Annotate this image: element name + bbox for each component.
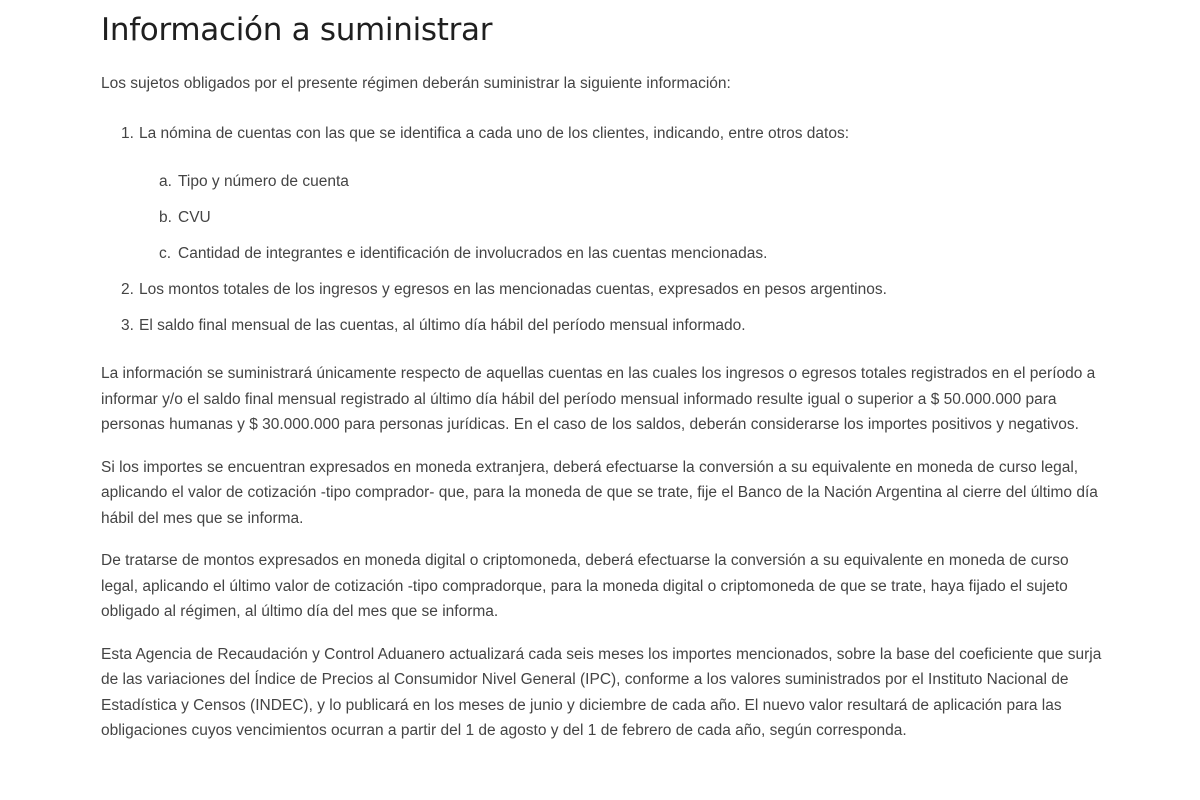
sub-item-letter: a. xyxy=(159,173,172,190)
sub-item-b xyxy=(159,206,1200,230)
list-item-3 xyxy=(121,314,1200,338)
paragraph-foreign-currency: Si los importes se encuentran expresados en moneda extranjera, deberá efectuarse la conversión a su equivalente en moneda de curso legal, aplicando el valor de cotización -tipo comprador- que, para la moneda de que se trate, fije el Banco de la Nación Argentina al cierre del último día hábil del mes que se informa. xyxy=(101,458,1098,527)
sub-list xyxy=(139,170,1200,266)
list-item-number: 3. xyxy=(121,317,134,334)
list-item-number: 1. xyxy=(121,125,134,142)
list-item-number: 2. xyxy=(121,281,134,298)
paragraph-update: Esta Agencia de Recaudación y Control Aduanero actualizará cada seis meses los importes mencionados, sobre la base del coeficiente que surja de las variaciones del Índice de Precios al Consumidor Nivel General (IPC), conforme a los valores suministrados por el Instituto Nacional de Estadística y Censos (INDEC), y lo publicará en los meses de junio y diciembre de cada año. El nuevo valor resultará de aplicación para las obligaciones cuyos vencimientos ocurran a partir del 1 de agosto y del 1 de febrero de cada año, según corresponda. xyxy=(101,645,1102,739)
list-item-text: La nómina de cuentas con las que se identifica a cada uno de los clientes, indicando, entre otros datos: xyxy=(139,125,850,142)
list-item-text: Los montos totales de los ingresos y egresos en las mencionadas cuentas, expresados en pesos argentinos. xyxy=(139,281,887,298)
list-item-2 xyxy=(121,278,1200,302)
list-item-1 xyxy=(121,122,1200,266)
sub-item-c xyxy=(159,242,1200,266)
list-item-text: El saldo final mensual de las cuentas, al último día hábil del período mensual informado. xyxy=(139,317,746,334)
info-list xyxy=(101,122,1200,338)
paragraph-thresholds: La información se suministrará únicamente respecto de aquellas cuentas en las cuales los ingresos o egresos totales registrados en el período a informar y/o el saldo final mensual registrado al último día hábil del período mensual informado resulte igual o superior a $ 50.000.000 para personas humanas y $ 30.000.000 para personas jurídicas. En el caso de los saldos, deberán considerarse los importes positivos y negativos. xyxy=(101,365,1096,433)
sub-item-text: Cantidad de integrantes e identificación de involucrados en las cuentas mencionadas. xyxy=(178,245,768,262)
sub-item-letter: b. xyxy=(159,209,172,226)
sub-item-a xyxy=(159,170,1200,194)
sub-item-text: Tipo y número de cuenta xyxy=(178,173,349,190)
page-title: Información a suministrar xyxy=(101,12,493,48)
paragraph-crypto: De tratarse de montos expresados en moneda digital o criptomoneda, deberá efectuarse la conversión a su equivalente en moneda de curso legal, aplicando el último valor de cotización -tipo compradorque, para la moneda digital o criptomoneda de que se trate, haya fijado el sujeto obligado al régimen, al último día del mes que se informa. xyxy=(101,552,1069,620)
sub-item-letter: c. xyxy=(159,245,172,262)
sub-item-text: CVU xyxy=(178,209,211,226)
intro-text: Los sujetos obligados por el presente régimen deberán suministrar la siguiente información: xyxy=(101,75,731,92)
